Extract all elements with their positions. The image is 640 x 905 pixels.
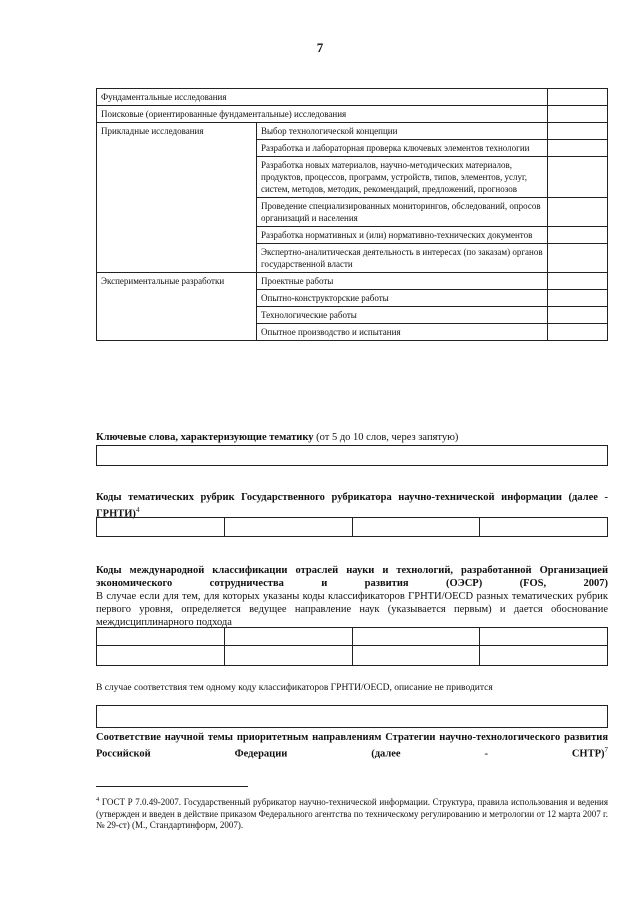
oecd-description: В случае если для тем, для которых указаны коды классификаторов ГРНТИ/OECD разных тематических рубрик первого уровня, определяется ведущее направление наук (указывается первым) и дается обоснование междисциплинарного подхода [96, 591, 608, 628]
oecd-code-cell[interactable] [479, 646, 607, 665]
item-cell: Проведение специализированных мониторингов, обследований, опросов организаций и населения [257, 198, 548, 227]
keywords-input[interactable] [96, 445, 608, 466]
item-cell: Экспертно-аналитическая деятельность в интересах (по заказам) органов государственной власти [257, 244, 548, 273]
category-cell: Экспериментальные разработки [97, 273, 257, 341]
footnote-4 [96, 794, 608, 832]
item-cell: Технологические работы [257, 307, 548, 324]
checkbox-cell[interactable] [548, 157, 608, 198]
checkbox-cell[interactable] [548, 140, 608, 157]
page-number: 7 [316, 40, 324, 55]
footnote-text: ГОСТ Р 7.0.49-2007. Государственный рубрикатор научно-технической информации. Структура, правила использования и ведения (утвержден и введен в действие приказом Федерального агентства по техническому регулированию и метрологии от 12 марта 2007 г. № 29-ст) (М., Стандартинформ, 2007). [96, 797, 608, 830]
footnote-ref-4: 4 [135, 506, 140, 514]
table-row [97, 273, 608, 290]
checkbox-cell[interactable] [548, 106, 608, 123]
item-cell: Разработка новых материалов, научно-методических материалов, продуктов, процессов, программ, устройств, типов, элементов, услуг, систем, методов, методик, рекомендаций, предложений, прогнозов [257, 157, 548, 198]
interdisciplinary-justification-input[interactable] [96, 705, 608, 728]
oecd-codes-row-1 [96, 627, 608, 646]
checkbox-cell[interactable] [548, 89, 608, 106]
item-cell: Опытное производство и испытания [257, 324, 548, 341]
oecd-title: Коды международной классификации отраслей науки и технологий, разработанной Организацией экономического сотрудничества и развития (ОЭСР) (FOS, 2007) [96, 565, 608, 589]
grnti-title: Коды тематических рубрик Государственного рубрикатора научно-технической информации (далее - ГРНТИ) [96, 492, 608, 520]
checkbox-cell[interactable] [548, 123, 608, 140]
item-cell: Опытно-конструкторские работы [257, 290, 548, 307]
checkbox-cell[interactable] [548, 244, 608, 273]
checkbox-cell[interactable] [548, 290, 608, 307]
oecd-code-cell[interactable] [352, 646, 480, 665]
research-type-table [96, 88, 608, 341]
sntr-title: Соответствие научной темы приоритетным направлениям Стратегии научно-технологического развития Российской Федерации (далее - СНТР) [96, 732, 608, 760]
oecd-codes-row-2 [96, 645, 608, 666]
grnti-code-cell[interactable] [352, 518, 480, 536]
grnti-code-cell[interactable] [97, 518, 224, 536]
footnote-divider [96, 786, 248, 787]
keywords-heading [96, 431, 608, 444]
category-cell: Прикладные исследования [97, 123, 257, 273]
keywords-title: Ключевые слова, характеризующие тематику [96, 432, 314, 443]
grnti-codes-row [96, 517, 608, 537]
grnti-code-cell[interactable] [224, 518, 352, 536]
oecd-code-cell[interactable] [97, 646, 224, 665]
checkbox-cell[interactable] [548, 324, 608, 341]
oecd-heading [96, 564, 608, 590]
oecd-code-cell[interactable] [479, 628, 607, 645]
item-cell: Выбор технологической концепции [257, 123, 548, 140]
checkbox-cell[interactable] [548, 227, 608, 244]
grnti-code-cell[interactable] [479, 518, 607, 536]
footnote-mark: 4 [96, 796, 100, 803]
checkbox-cell[interactable] [548, 307, 608, 324]
item-cell: Разработка нормативных и (или) нормативно-технических документов [257, 227, 548, 244]
table-row [97, 89, 608, 106]
item-cell: Разработка и лабораторная проверка ключевых элементов технологии [257, 140, 548, 157]
oecd-code-cell[interactable] [97, 628, 224, 645]
table-row [97, 123, 608, 140]
footnote-ref-7: 7 [604, 746, 608, 754]
oecd-code-cell[interactable] [224, 646, 352, 665]
checkbox-cell[interactable] [548, 273, 608, 290]
sntr-heading [96, 731, 608, 761]
oecd-code-cell[interactable] [224, 628, 352, 645]
oecd-code-cell[interactable] [352, 628, 480, 645]
single-code-note: В случае соответствия тем одному коду классификаторов ГРНТИ/OECD, описание не приводится [96, 683, 493, 693]
table-row [97, 106, 608, 123]
checkbox-cell[interactable] [548, 198, 608, 227]
keywords-note: (от 5 до 10 слов, через запятую) [313, 432, 459, 443]
category-cell: Поисковые (ориентированные фундаментальные) исследования [97, 106, 548, 123]
item-cell: Проектные работы [257, 273, 548, 290]
category-cell: Фундаментальные исследования [97, 89, 548, 106]
